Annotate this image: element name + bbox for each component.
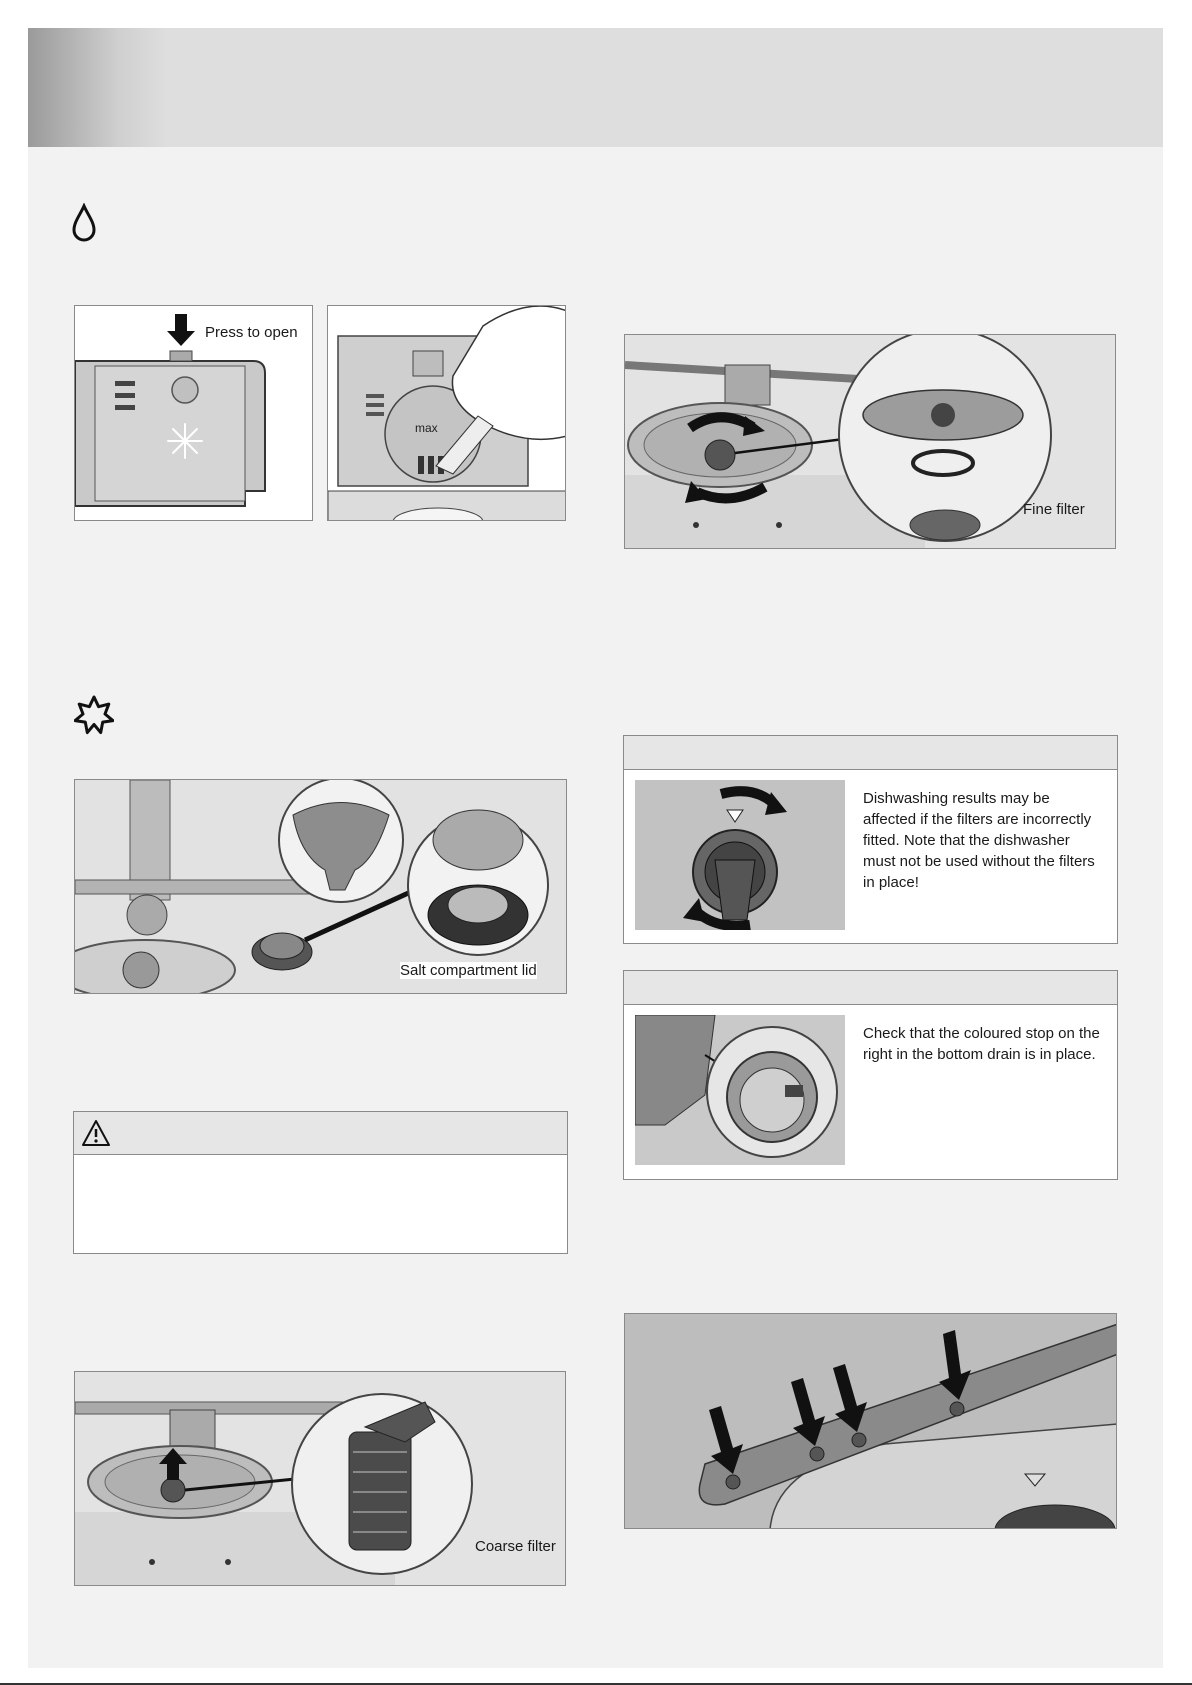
salt-compartment-figure (74, 779, 567, 994)
drain-stop-note-box (623, 970, 1118, 1180)
max-mark: max (415, 421, 438, 435)
filters-note-header (624, 736, 1117, 770)
warning-box (73, 1111, 568, 1254)
spray-arm-figure (624, 1313, 1117, 1529)
warning-triangle-icon (81, 1119, 111, 1147)
filter-turn-image (635, 780, 845, 930)
coarse-filter-figure (74, 1371, 566, 1586)
dispenser-figure (74, 305, 313, 521)
dispenser-fill-figure (327, 305, 566, 521)
drain-stop-note-text: Check that the coloured stop on the right in the bottom drain is in place. (863, 1025, 1100, 1063)
star-burst-icon (74, 695, 114, 735)
fine-filter-label: Fine filter (1023, 501, 1085, 518)
press-to-open-label: Press to open (205, 324, 298, 341)
drain-stop-image (635, 1015, 845, 1165)
filters-note-text: Dishwashing results may be affected if the filters are incorrectly fitted. Note that the dishwasher must not be used without the filters in place! (863, 790, 1095, 891)
filters-note-box (623, 735, 1118, 944)
water-drop-icon (70, 203, 98, 243)
salt-compartment-lid-label: Salt compartment lid (400, 962, 537, 979)
fine-filter-figure (624, 334, 1116, 549)
header-band (28, 28, 1163, 147)
warning-header (74, 1112, 567, 1155)
drain-stop-note-header (624, 971, 1117, 1005)
coarse-filter-label: Coarse filter (475, 1538, 556, 1555)
